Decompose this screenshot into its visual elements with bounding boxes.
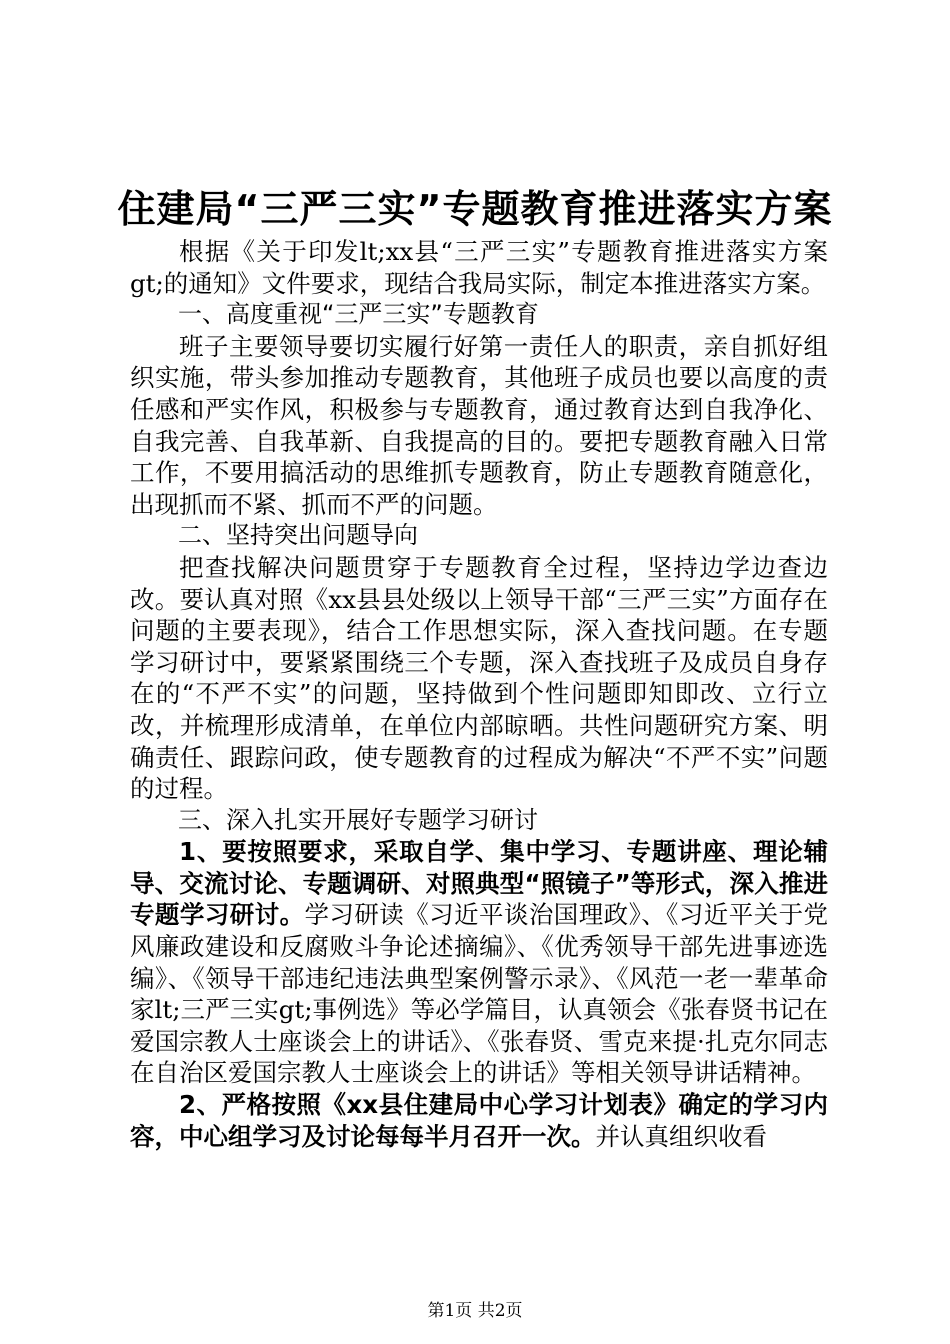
document-title: 住建局“三严三实”专题教育推进落实方案	[117, 187, 833, 231]
intro-paragraph: 根据《关于印发lt;xx县“三严三实”专题教育推进落实方案gt;的通知》文件要求，现结合我局实际，制定本推进落实方案。	[130, 237, 828, 298]
section1-paragraph: 班子主要领导要切实履行好第一责任人的职责，亲自抓好组织实施，带头参加推动专题教育，其他班子成员也要以高度的责任感和严实作风，积极参与专题教育，通过教育达到自我净化、自我完善、自我革新、自我提高的目的。要把专题教育融入日常工作，不要用搞活动的思维抓专题教育，防止专题教育随意化，出现抓而不紧、抓而不严的问题。	[130, 331, 828, 519]
section3-item1-rest: 学习研读《习近平谈治国理政》、《习近平关于党风廉政建设和反腐败斗争论述摘编》、《优秀领导干部先进事迹选编》、《领导干部违纪违法典型案例警示录》、《风范一老一辈革命家lt;三严三实gt;事例选》等必学篇目，认真领会《张春贤书记在爱国宗教人士座谈会上的讲话》、《张春贤、雪克来提·扎克尔同志在自治区爱国宗教人士座谈会上的讲话》等相关领导讲话精神。	[130, 900, 828, 1088]
section3-item1-paragraph	[130, 836, 828, 1089]
section3-heading: 三、深入扎实开展好专题学习研讨	[178, 805, 538, 834]
section3-item1-lead: 1、要按照要求，采取自学、集中学习、专题讲座、理论辅导、交流讨论、专题调研、对照典型“照镜子”等形式，深入推进专题学习研讨。	[130, 837, 828, 930]
page-footer: 第1页 共2页	[427, 1301, 523, 1321]
section3-item2-lead: 2、严格按照《xx县住建局中心学习计划表》确定的学习内容，中心组学习及讨论每每半月召开一次。	[130, 1090, 828, 1151]
section2-paragraph: 把查找解决问题贯穿于专题教育全过程，坚持边学边查边改。要认真对照《xx县县处级以上领导干部“三严三实”方面存在问题的主要表现》，结合工作思想实际，深入查找问题。在专题学习研讨中，要紧紧围绕三个专题，深入查找班子及成员自身存在的“不严不实”的问题，坚持做到个性问题即知即改、立行立改，并梳理形成清单，在单位内部晾晒。共性问题研究方案、明确责任、跟踪问政，使专题教育的过程成为解决“不严不实”问题的过程。	[130, 552, 828, 804]
document-body	[130, 236, 828, 1152]
section2-heading: 二、坚持突出问题导向	[178, 521, 418, 550]
section1-heading: 一、高度重视“三严三实”专题教育	[178, 300, 539, 329]
section3-item2-rest: 并认真组织收看	[595, 1121, 767, 1151]
section3-item2-paragraph	[130, 1089, 828, 1152]
